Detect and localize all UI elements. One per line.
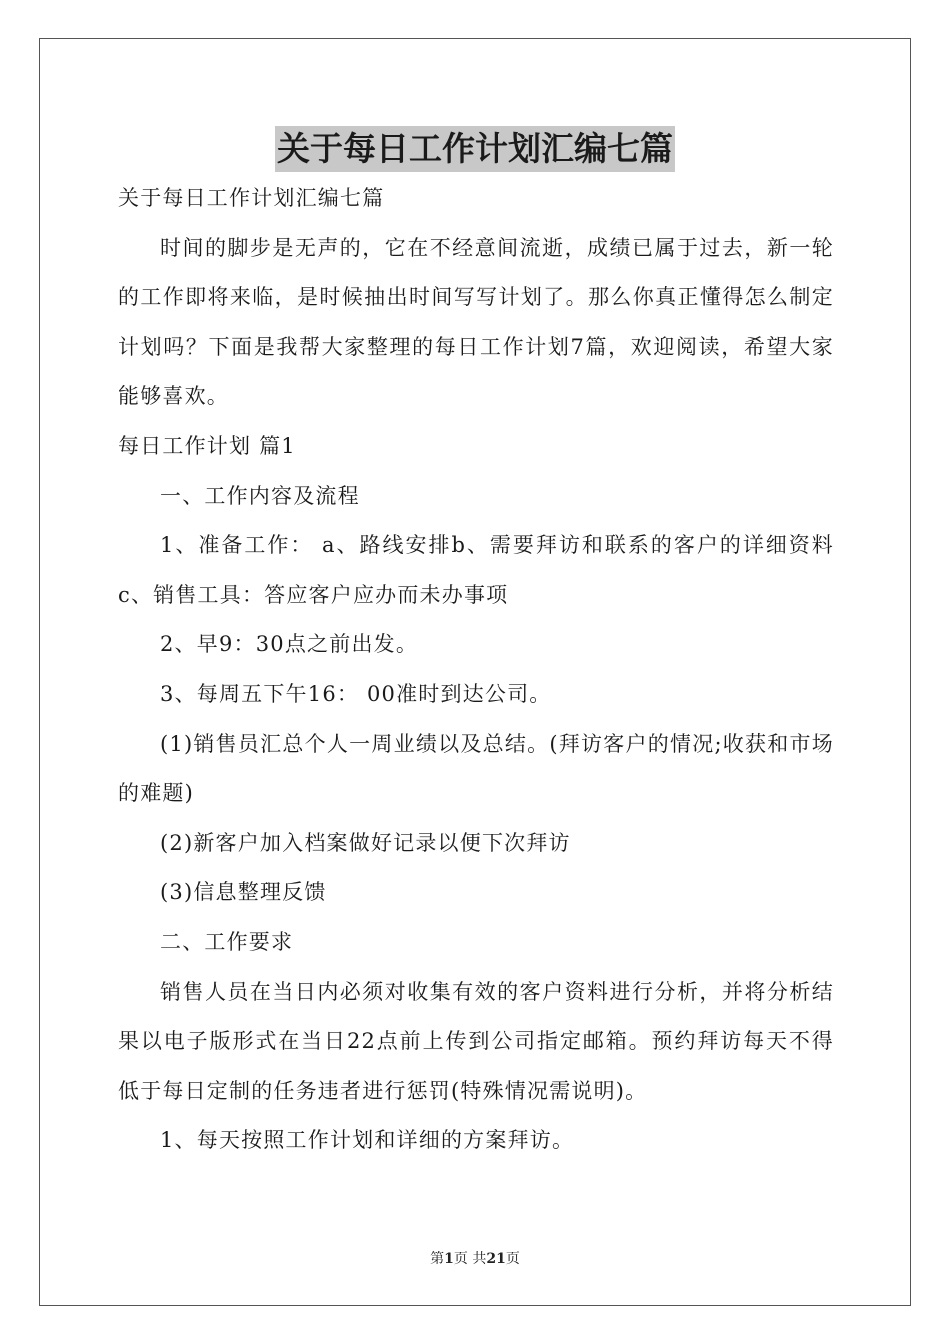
section-heading-plan-1: 每日工作计划 篇1 bbox=[118, 433, 296, 458]
heading-work-content: 一、工作内容及流程 bbox=[160, 483, 360, 508]
item-departure-time: 2、早9：30点之前出发。 bbox=[160, 632, 419, 657]
item-friday-arrival: 3、每周五下午16： 00准时到达公司。 bbox=[160, 681, 552, 706]
footer-prefix: 第 bbox=[430, 1251, 445, 1267]
subitem-new-customers: (2)新客户加入档案做好记录以便下次拜访 bbox=[160, 830, 571, 855]
subtitle-paragraph: 关于每日工作计划汇编七篇 bbox=[118, 186, 385, 210]
requirements-paragraph: 销售人员在当日内必须对收集有效的客户资料进行分析，并将分析结果以电子版形式在当日22点前上传到公司指定邮箱。预约拜访每天不得低于每日定制的任务违者进行惩罚(特殊情况需说明)。 bbox=[118, 979, 834, 1103]
item-daily-visits: 1、每天按照工作计划和详细的方案拜访。 bbox=[160, 1128, 575, 1153]
footer-page-number: 1 bbox=[444, 1251, 454, 1267]
intro-paragraph: 时间的脚步是无声的，它在不经意间流逝，成绩已属于过去，新一轮的工作即将来临，是时候抽出时间写写计划了。那么你真正懂得怎么制定计划吗？下面是我帮大家整理的每日工作计划7篇，欢迎阅读，希望大家能够喜欢。 bbox=[118, 235, 834, 409]
page-footer bbox=[0, 1248, 950, 1268]
subitem-info-feedback: (3)信息整理反馈 bbox=[160, 880, 327, 905]
heading-work-requirements: 二、工作要求 bbox=[160, 929, 294, 954]
item-preparation: 1、准备工作： a、路线安排b、需要拜访和联系的客户的详细资料c、销售工具：答应客户应办而未办事项 bbox=[118, 533, 834, 607]
footer-middle: 页 共 bbox=[453, 1251, 487, 1267]
document-title-text: 关于每日工作计划汇编七篇 bbox=[275, 126, 675, 172]
footer-total-pages: 21 bbox=[486, 1251, 506, 1267]
document-body bbox=[118, 174, 834, 1166]
document-title bbox=[0, 126, 950, 172]
footer-suffix: 页 bbox=[505, 1251, 520, 1267]
subitem-weekly-summary: (1)销售员汇总个人一周业绩以及总结。(拜访客户的情况;收获和市场的难题) bbox=[118, 731, 834, 806]
